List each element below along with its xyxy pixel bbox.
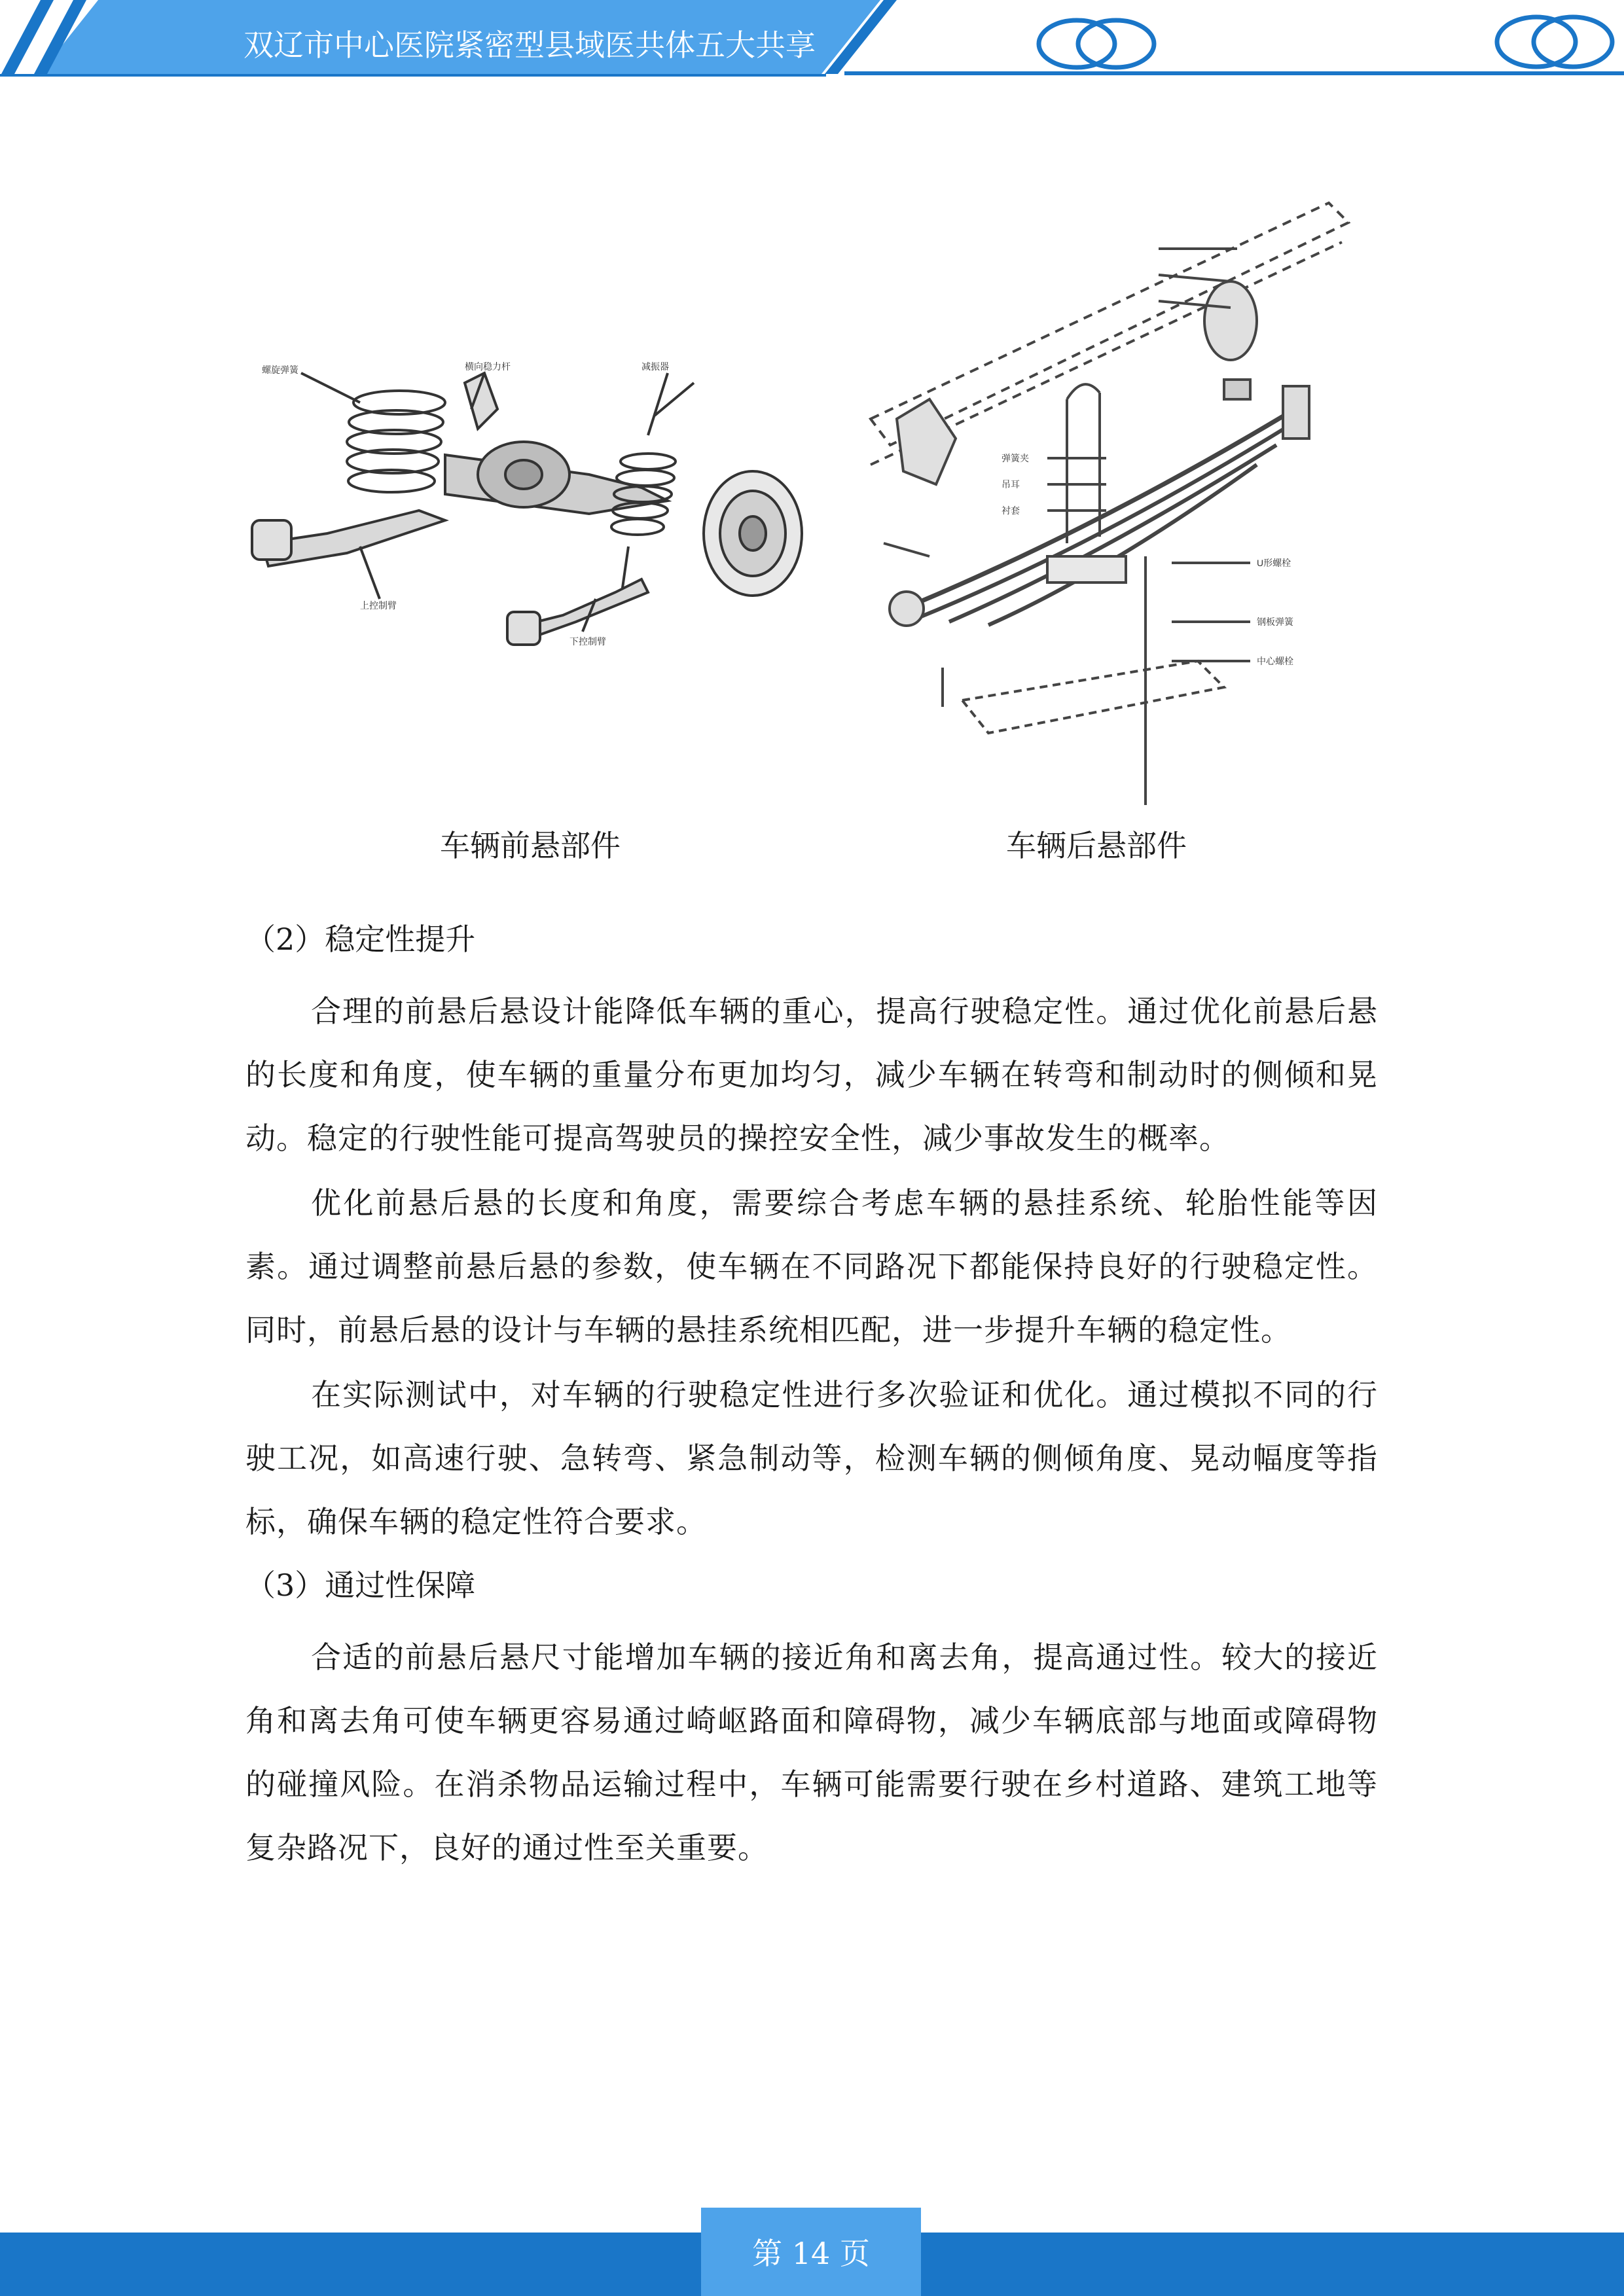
front-label-lower-arm: 下控制臂: [569, 636, 606, 647]
caption-rear-suspension: 车辆后悬部件: [1006, 828, 1187, 863]
body-content: [245, 920, 1378, 1881]
page-header: [0, 0, 1624, 85]
section-heading: （3）通过性保障: [245, 1568, 476, 1603]
hospital-logo-icon: [1031, 14, 1162, 73]
rear-label-leaf-spring: 钢板弹簧: [1257, 617, 1293, 627]
front-label-upper-arm: 上控制臂: [360, 600, 397, 611]
rear-suspension-diagram: [831, 190, 1368, 805]
front-label-coil-spring: 螺旋弹簧: [262, 365, 298, 375]
caption-front-suspension: 车辆前悬部件: [440, 828, 621, 863]
rear-label-clip: 弹簧夹: [1001, 453, 1029, 463]
paragraph: 合适的前悬后悬尺寸能增加车辆的接近角和离去角，提高通过性。较大的接近角和离去角可使车辆更容易通过崎岖路面和障碍物，减少车辆底部与地面或障碍物的碰撞风险。在消杀物品运输过程中，车辆可能需要行驶在乡村道路、建筑工地等复杂路况下，良好的通过性至关重要。: [245, 1640, 1378, 1865]
hospital-logo-right-icon: [1489, 12, 1620, 72]
paragraph: 在实际测试中，对车辆的行驶稳定性进行多次验证和优化。通过模拟不同的行驶工况，如高速行驶、急转弯、紧急制动等，检测车辆的侧倾角度、晃动幅度等指标，确保车辆的稳定性符合要求。: [245, 1377, 1378, 1539]
paragraph: 合理的前悬后悬设计能降低车辆的重心，提高行驶稳定性。通过优化前悬后悬的长度和角度，使车辆的重量分布更加均匀，减少车辆在转弯和制动时的侧倾和晃动。稳定的行驶性能可提高驾驶员的操控安全性，减少事故发生的概率。: [245, 994, 1378, 1156]
rear-label-shackle: 吊耳: [1001, 479, 1020, 490]
rear-label-u-bolt: U形螺栓: [1257, 558, 1291, 568]
front-label-shock: 减振器: [641, 361, 669, 372]
section-passability: [245, 1566, 1378, 1880]
rear-label-bushing: 衬套: [1001, 505, 1020, 516]
rear-label-center-bolt: 中心螺栓: [1257, 656, 1293, 666]
paragraph: 优化前悬后悬的长度和角度，需要综合考虑车辆的悬挂系统、轮胎性能等因素。通过调整前悬后悬的参数，使车辆在不同路况下都能保持良好的行驶稳定性。同时，前悬后悬的设计与车辆的悬挂系统相匹配，进一步提升车辆的稳定性。: [245, 1185, 1378, 1348]
section-stability: [245, 920, 1378, 1554]
front-label-stabilizer: 横向稳力杆: [465, 361, 511, 372]
section-heading: （2）稳定性提升: [245, 922, 476, 957]
header-title: 双辽市中心医院紧密型县域医共体五大共享: [244, 27, 816, 63]
page-number: 第 14 页: [752, 2236, 870, 2271]
front-suspension-diagram: [249, 357, 812, 651]
